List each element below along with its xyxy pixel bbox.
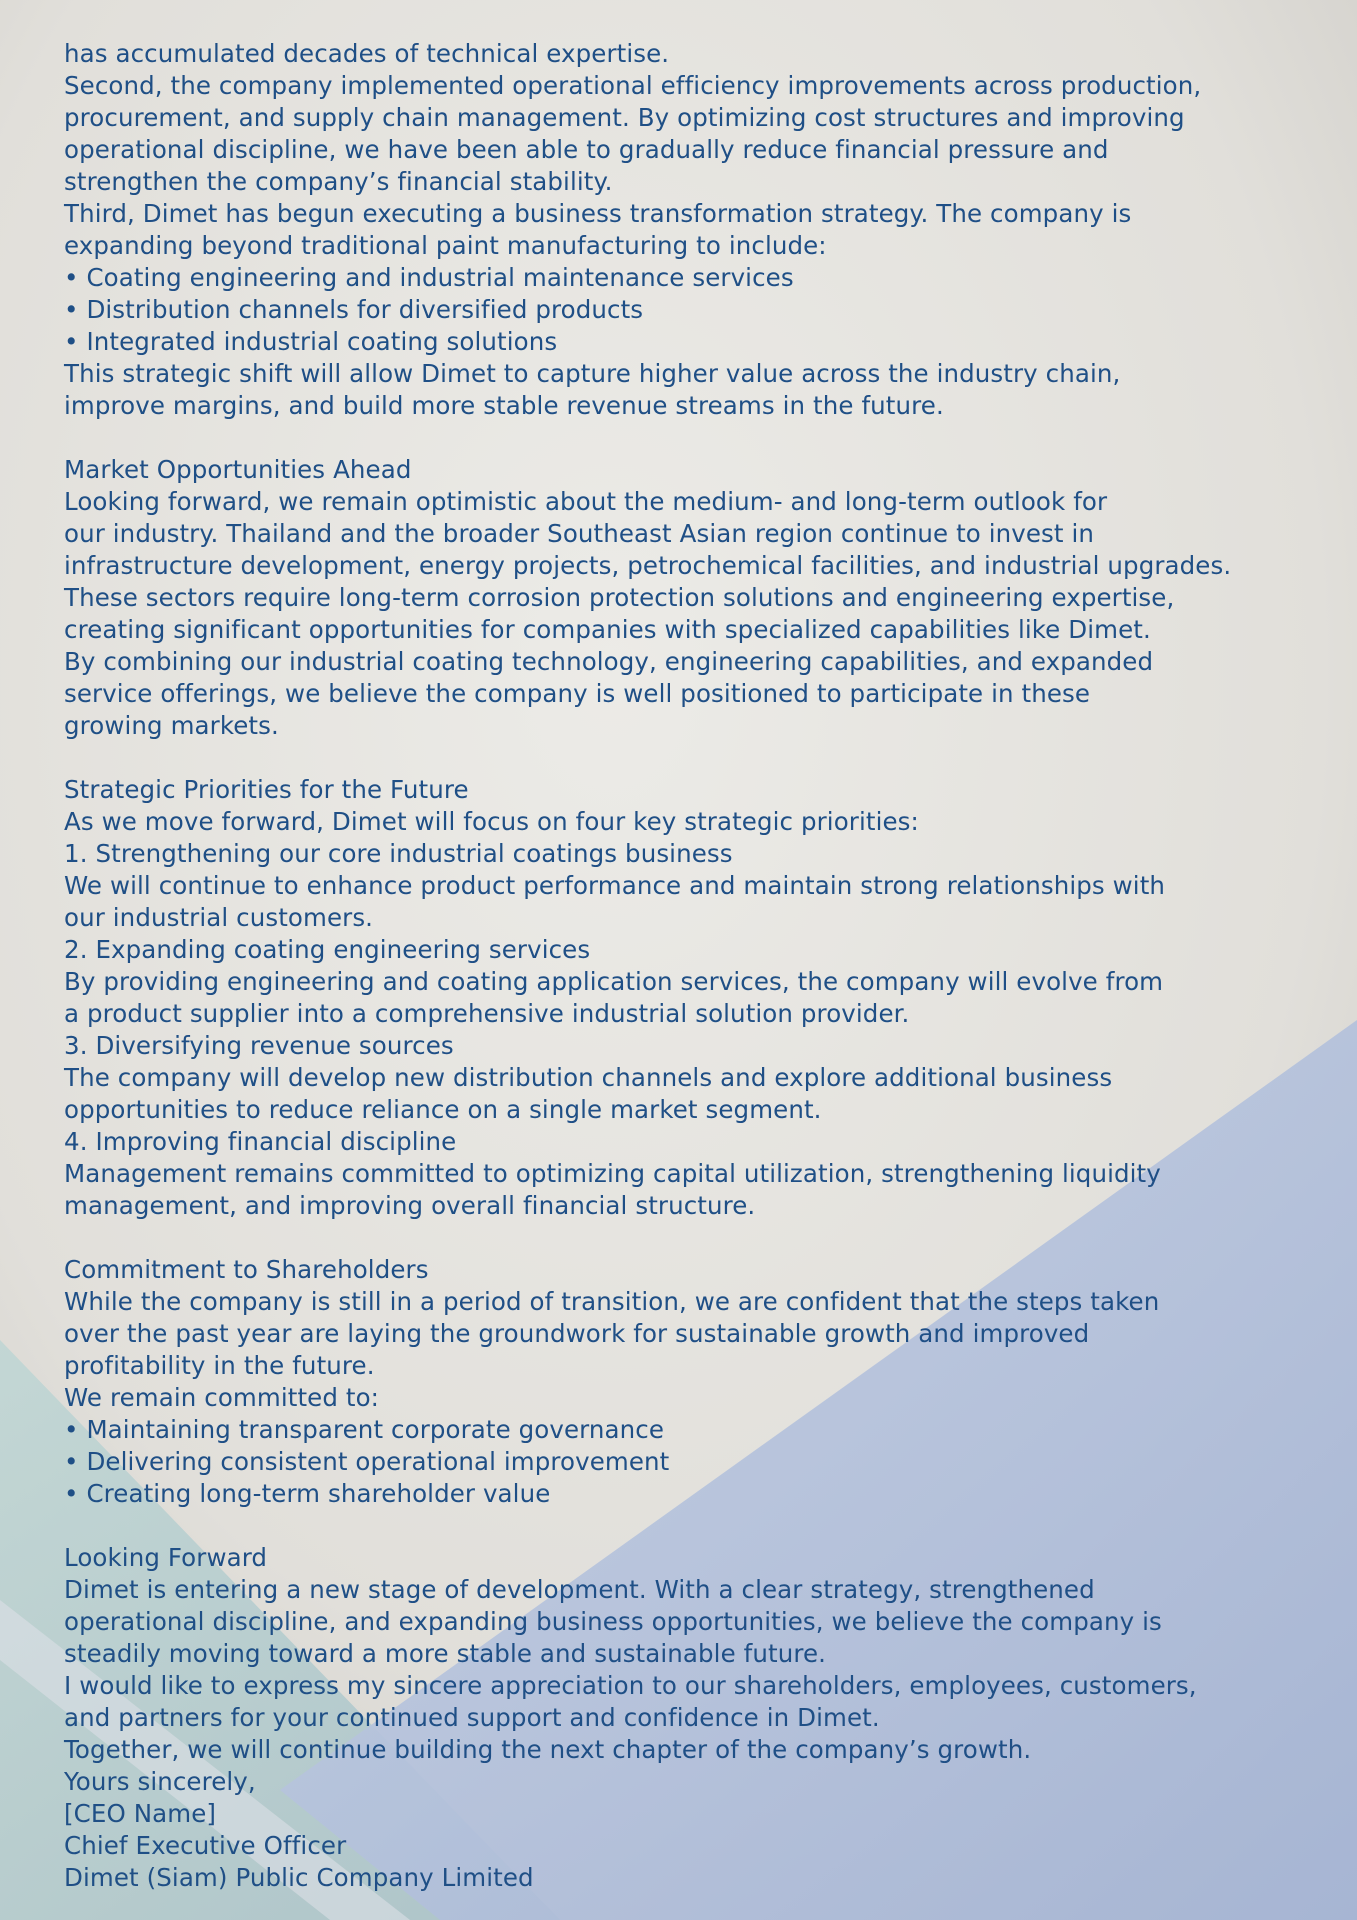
bullet-item: • Integrated industrial coating solutions bbox=[64, 327, 558, 356]
section-gap bbox=[64, 422, 1314, 454]
section-gap bbox=[64, 742, 1314, 774]
letter-body bbox=[64, 38, 1314, 1894]
paragraph-line: This strategic shift will allow Dimet to capture higher value across the industry chain, bbox=[64, 359, 1121, 388]
paragraph-line: These sectors require long-term corrosion protection solutions and engineering expertise, bbox=[64, 583, 1175, 612]
paragraph-line: Third, Dimet has begun executing a business transformation strategy. The company is bbox=[64, 199, 1132, 228]
bullet-item: • Creating long-term shareholder value bbox=[64, 1479, 551, 1508]
section-heading: Commitment to Shareholders bbox=[64, 1255, 429, 1284]
section-gap bbox=[64, 1222, 1314, 1254]
paragraph-line: We remain committed to: bbox=[64, 1383, 380, 1412]
signature-company: Dimet (Siam) Public Company Limited bbox=[64, 1863, 534, 1892]
paragraph-line: management, and improving overall financial structure. bbox=[64, 1191, 756, 1220]
priority-title: 4. Improving financial discipline bbox=[64, 1127, 457, 1156]
priority-title: 3. Diversifying revenue sources bbox=[64, 1031, 454, 1060]
paragraph-line: As we move forward, Dimet will focus on four key strategic priorities: bbox=[64, 807, 919, 836]
paragraph-line: a product supplier into a comprehensive industrial solution provider. bbox=[64, 999, 910, 1028]
paragraph-line: opportunities to reduce reliance on a single market segment. bbox=[64, 1095, 822, 1124]
signature-title: Chief Executive Officer bbox=[64, 1831, 347, 1860]
section-gap bbox=[64, 1510, 1314, 1542]
paragraph-line: and partners for your continued support and confidence in Dimet. bbox=[64, 1703, 880, 1732]
paragraph-line: Management remains committed to optimizing capital utilization, strengthening liquidity bbox=[64, 1159, 1161, 1188]
signature-closing: Yours sincerely, bbox=[64, 1767, 256, 1796]
priority-title: 1. Strengthening our core industrial coatings business bbox=[64, 839, 733, 868]
paragraph-line: our industrial customers. bbox=[64, 903, 374, 932]
intro-line: has accumulated decades of technical expertise. bbox=[64, 39, 670, 68]
paragraph-line: service offerings, we believe the company is well positioned to participate in these bbox=[64, 679, 1091, 708]
bullet-item: • Delivering consistent operational improvement bbox=[64, 1447, 670, 1476]
section-heading: Strategic Priorities for the Future bbox=[64, 775, 469, 804]
priority-title: 2. Expanding coating engineering services bbox=[64, 935, 591, 964]
paragraph-line: The company will develop new distribution channels and explore additional business bbox=[64, 1063, 1113, 1092]
paragraph-line: over the past year are laying the groundwork for sustainable growth and improved bbox=[64, 1319, 1090, 1348]
paragraph-line: procurement, and supply chain management. By optimizing cost structures and improving bbox=[64, 103, 1185, 132]
section-heading: Looking Forward bbox=[64, 1543, 268, 1572]
paragraph-line: operational discipline, we have been able to gradually reduce financial pressure and bbox=[64, 135, 1109, 164]
paragraph-line: steadily moving toward a more stable and sustainable future. bbox=[64, 1639, 827, 1668]
paragraph-line: operational discipline, and expanding business opportunities, we believe the company is bbox=[64, 1607, 1162, 1636]
paragraph-line: infrastructure development, energy projects, petrochemical facilities, and industrial upgrades. bbox=[64, 551, 1232, 580]
paragraph-line: creating significant opportunities for companies with specialized capabilities like Dimet. bbox=[64, 615, 1151, 644]
paragraph-line: growing markets. bbox=[64, 711, 279, 740]
paragraph-line: our industry. Thailand and the broader Southeast Asian region continue to invest in bbox=[64, 519, 1095, 548]
signature-name: [CEO Name] bbox=[64, 1799, 217, 1828]
paragraph-line: expanding beyond traditional paint manufacturing to include: bbox=[64, 231, 827, 260]
paragraph-line: I would like to express my sincere appreciation to our shareholders, employees, customers, bbox=[64, 1671, 1197, 1700]
paragraph-line: Dimet is entering a new stage of development. With a clear strategy, strengthened bbox=[64, 1575, 1095, 1604]
paragraph-line: Together, we will continue building the next chapter of the company’s growth. bbox=[64, 1735, 1032, 1764]
paragraph-line: While the company is still in a period of transition, we are confident that the steps taken bbox=[64, 1287, 1160, 1316]
paragraph-line: We will continue to enhance product performance and maintain strong relationships with bbox=[64, 871, 1166, 900]
section-heading: Market Opportunities Ahead bbox=[64, 455, 412, 484]
bullet-item: • Maintaining transparent corporate governance bbox=[64, 1415, 665, 1444]
paragraph-line: By providing engineering and coating application services, the company will evolve from bbox=[64, 967, 1164, 996]
paragraph-line: By combining our industrial coating technology, engineering capabilities, and expanded bbox=[64, 647, 1154, 676]
paragraph-line: strengthen the company’s financial stability. bbox=[64, 167, 613, 196]
bullet-item: • Distribution channels for diversified products bbox=[64, 295, 644, 324]
paragraph-line: Second, the company implemented operational efficiency improvements across production, bbox=[64, 71, 1202, 100]
paragraph-line: improve margins, and build more stable revenue streams in the future. bbox=[64, 391, 944, 420]
paragraph-line: Looking forward, we remain optimistic about the medium- and long-term outlook for bbox=[64, 487, 1108, 516]
paragraph-line: profitability in the future. bbox=[64, 1351, 375, 1380]
bullet-item: • Coating engineering and industrial maintenance services bbox=[64, 263, 794, 292]
